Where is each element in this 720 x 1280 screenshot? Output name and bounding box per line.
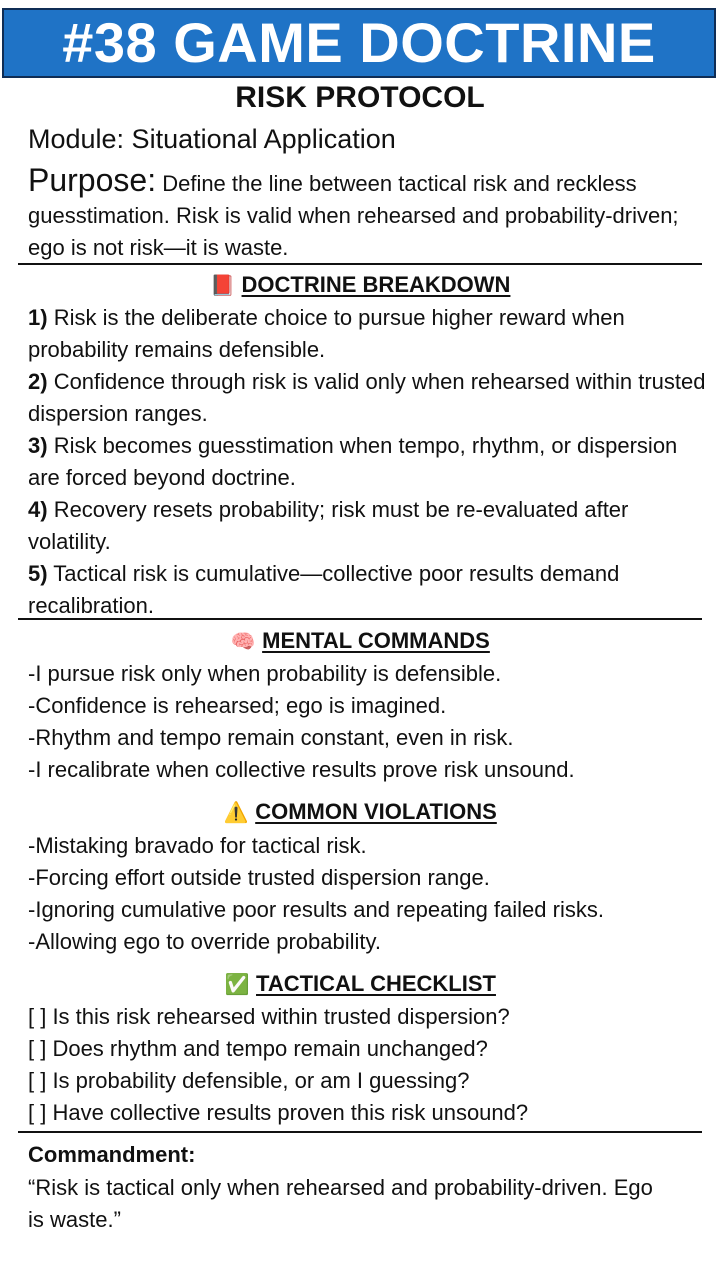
list-item: 5) Tactical risk is cumulative—collective poor results demand recalibration. bbox=[28, 561, 620, 618]
violations-heading bbox=[0, 797, 720, 828]
list-item: [ ] Does rhythm and tempo remain unchanged? bbox=[28, 1036, 488, 1061]
list-item: 1) Risk is the deliberate choice to pursue higher reward when probability remains defensible. bbox=[28, 305, 625, 362]
list-item: -Confidence is rehearsed; ego is imagined. bbox=[28, 693, 447, 718]
divider bbox=[18, 263, 702, 265]
list-item: -Forcing effort outside trusted dispersion range. bbox=[28, 865, 490, 890]
list-item: -Rhythm and tempo remain constant, even in risk. bbox=[28, 725, 514, 750]
warning-icon: ⚠️ bbox=[223, 802, 249, 824]
mental-heading bbox=[0, 626, 720, 657]
page-subtitle: RISK PROTOCOL bbox=[235, 81, 485, 114]
checklist-heading bbox=[0, 969, 720, 1000]
check-icon: ✅ bbox=[224, 974, 250, 996]
list-item: -I recalibrate when collective results prove risk unsound. bbox=[28, 757, 575, 782]
list-item: -I pursue risk only when probability is defensible. bbox=[28, 661, 502, 686]
purpose-label: Purpose: bbox=[28, 162, 157, 198]
mental-title: MENTAL COMMANDS bbox=[262, 628, 490, 653]
breakdown-list bbox=[28, 302, 708, 622]
purpose-text: Define the line between tactical risk and reckless guesstimation. Risk is valid when rehearsed and probability-driven; ego is not risk—it is waste. bbox=[28, 171, 679, 260]
checklist-title: TACTICAL CHECKLIST bbox=[256, 971, 496, 996]
list-item: -Mistaking bravado for tactical risk. bbox=[28, 833, 367, 858]
module-line: Module: Situational Application bbox=[28, 124, 396, 154]
violations-title: COMMON VIOLATIONS bbox=[255, 799, 497, 824]
breakdown-heading bbox=[0, 270, 720, 301]
checklist-list bbox=[28, 1001, 708, 1129]
list-item: 2) Confidence through risk is valid only when rehearsed within trusted dispersion ranges. bbox=[28, 369, 706, 426]
list-item: 4) Recovery resets probability; risk must be re-evaluated after volatility. bbox=[28, 497, 629, 554]
brain-icon: 🧠 bbox=[230, 631, 256, 653]
list-item: [ ] Is this risk rehearsed within trusted dispersion? bbox=[28, 1004, 510, 1029]
list-item: -Allowing ego to override probability. bbox=[28, 929, 381, 954]
divider bbox=[18, 1131, 702, 1133]
title-banner bbox=[2, 8, 716, 78]
book-icon: 📕 bbox=[210, 275, 235, 297]
commandment-label: Commandment: bbox=[28, 1142, 196, 1167]
commandment-quote: “Risk is tactical only when rehearsed and probability-driven. Ego is waste.” bbox=[28, 1175, 653, 1232]
breakdown-title: DOCTRINE BREAKDOWN bbox=[241, 272, 511, 297]
list-item: -Ignoring cumulative poor results and repeating failed risks. bbox=[28, 897, 604, 922]
list-item: [ ] Is probability defensible, or am I guessing? bbox=[28, 1068, 470, 1093]
mental-list bbox=[28, 658, 708, 786]
list-item: [ ] Have collective results proven this risk unsound? bbox=[28, 1100, 529, 1125]
list-item: 3) Risk becomes guesstimation when tempo, rhythm, or dispersion are forced beyond doctrine. bbox=[28, 433, 678, 490]
page-title: #38 GAME DOCTRINE bbox=[62, 11, 656, 74]
violations-list bbox=[28, 830, 708, 958]
purpose-paragraph bbox=[28, 164, 700, 264]
divider bbox=[18, 618, 702, 620]
